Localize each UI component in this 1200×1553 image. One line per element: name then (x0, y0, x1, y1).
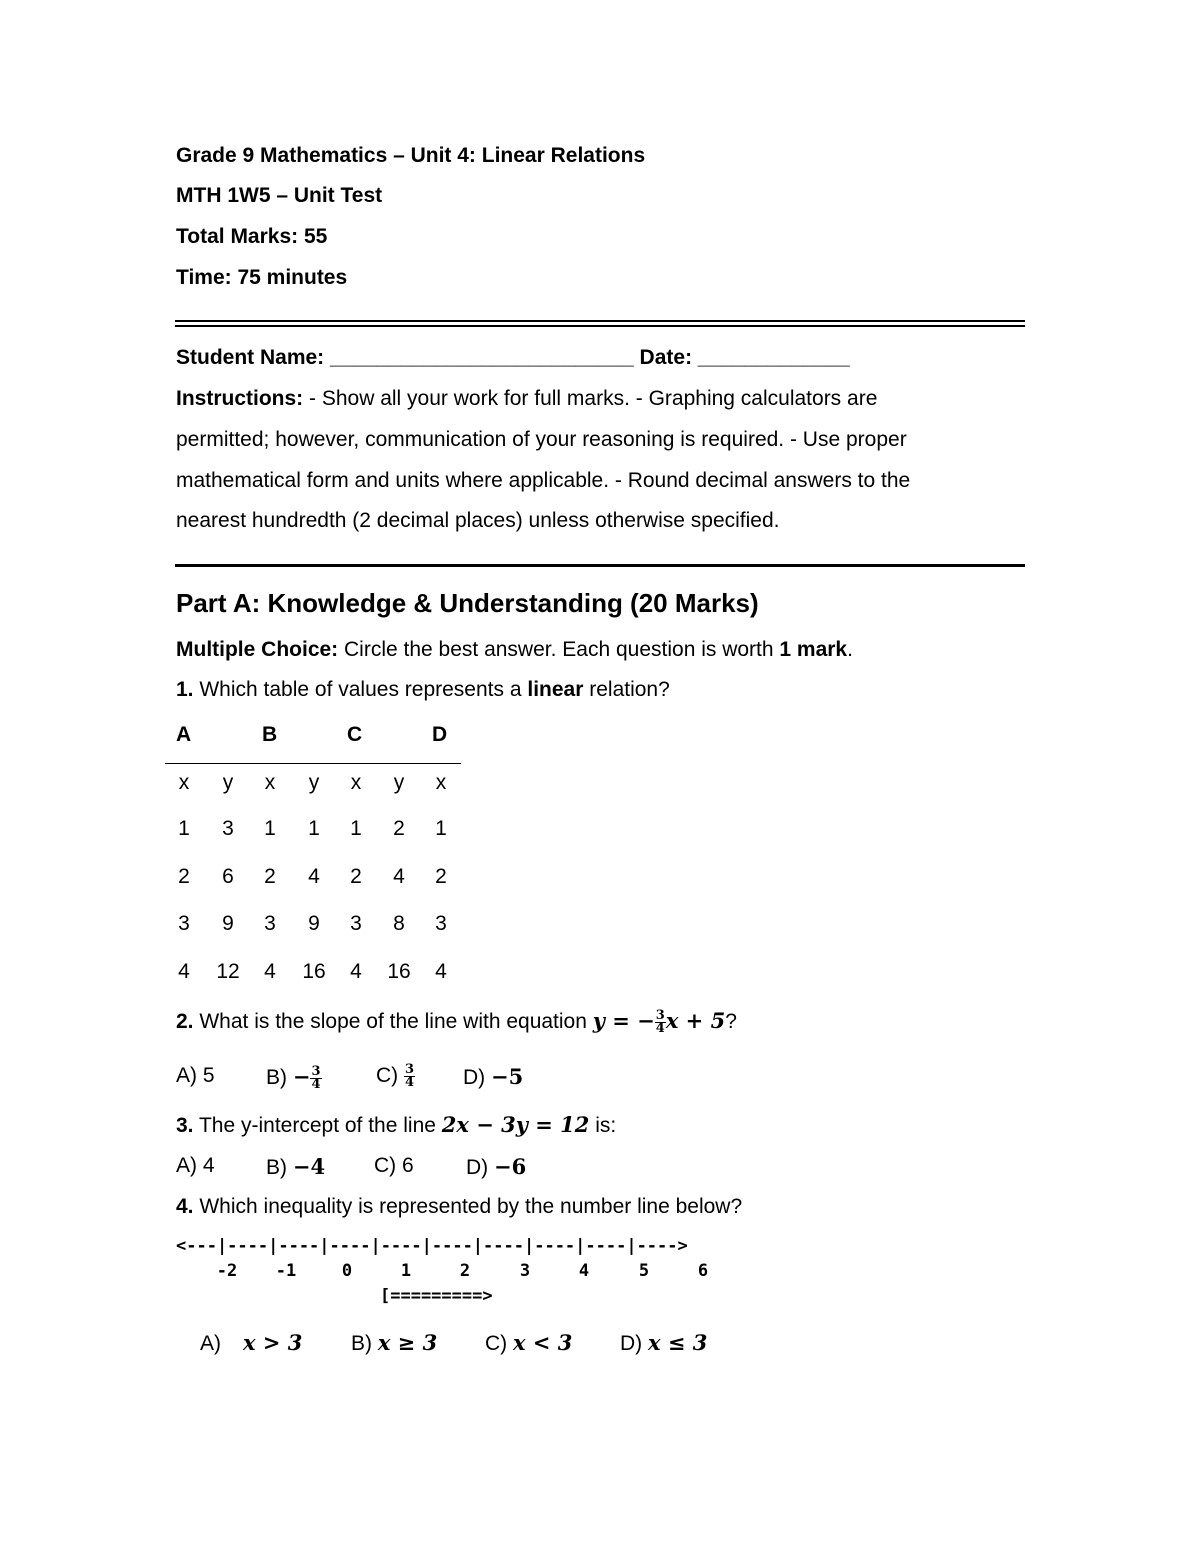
table-cell: 1 (308, 817, 320, 840)
table-cell: 1 (264, 817, 276, 840)
double-divider (175, 320, 1025, 327)
instructions-line-2: permitted; however, communication of your reasoning is required. - Use proper (176, 428, 907, 451)
table-column-label: y (222, 771, 234, 794)
tick-label: 3 (519, 1261, 531, 1281)
table-column-label: x (435, 771, 447, 794)
mc-instructions: Multiple Choice: Circle the best answer. Each question is worth 1 mark. (176, 638, 853, 661)
student-info-line (176, 346, 850, 370)
total-marks: Total Marks: 55 (176, 225, 328, 248)
table-cell: 9 (308, 912, 320, 935)
instructions-line-1: Instructions: - Show all your work for full marks. - Graphing calculators are (176, 387, 878, 410)
table-cell: 12 (216, 960, 240, 983)
q3-equation: 2x − 3y = 12 (441, 1112, 590, 1137)
test-title: Grade 9 Mathematics – Unit 4: Linear Relations (176, 144, 646, 167)
q3-option-b[interactable]: B) −4 (266, 1154, 326, 1179)
tick-label: 0 (341, 1261, 353, 1281)
question-1: 1. Which table of values represents a linear relation? (176, 678, 670, 701)
instructions-line-4: nearest hundredth (2 decimal places) unless otherwise specified. (176, 509, 780, 532)
table-column-label: y (393, 771, 405, 794)
question-2: 2. What is the slope of the line with equation y = − $\frac{3}{4}$ x + 5? (176, 1007, 737, 1036)
table-column-label: y (308, 771, 320, 794)
q2-equation-rhs: x + 5 (665, 1008, 726, 1033)
table-header-c: C (347, 723, 363, 746)
student-name-label: Student Name: (176, 346, 325, 369)
table-header-d: D (432, 723, 448, 746)
date-blank: _____________ (697, 346, 850, 369)
question-4: 4. Which inequality is represented by the number line below? (176, 1195, 743, 1218)
table-header-rule (165, 763, 461, 764)
q3-option-d[interactable]: D) −6 (466, 1154, 527, 1179)
q4-option-c[interactable]: C) x < 3 (485, 1330, 573, 1355)
q2-fraction: $\frac{3}{4}$ (655, 1007, 665, 1036)
q4-option-b[interactable]: B) x ≥ 3 (351, 1330, 438, 1355)
table-cell: 4 (178, 960, 190, 983)
tick-label: -1 (275, 1261, 297, 1281)
single-divider (175, 564, 1025, 567)
table-cell: 4 (350, 960, 362, 983)
table-cell: 4 (393, 865, 405, 888)
table-cell: 8 (393, 912, 405, 935)
tick-label: 6 (697, 1261, 709, 1281)
q2-equation-lhs: y = − (592, 1008, 655, 1033)
table-column-label: x (178, 771, 190, 794)
table-cell: 1 (350, 817, 362, 840)
table-cell: 3 (350, 912, 362, 935)
question-3: 3. The y-intercept of the line 2x − 3y = 12 is: (176, 1112, 617, 1137)
student-name-blank: __________________________ (330, 346, 634, 369)
table-cell: 2 (393, 817, 405, 840)
table-cell: 2 (264, 865, 276, 888)
table-column-label: x (264, 771, 276, 794)
table-cell: 4 (435, 960, 447, 983)
tick-label: 4 (578, 1261, 590, 1281)
q3-option-c[interactable]: C) 6 (374, 1154, 414, 1177)
table-cell: 2 (350, 865, 362, 888)
table-cell: 1 (178, 817, 190, 840)
table-cell: 4 (308, 865, 320, 888)
table-cell: 3 (435, 912, 447, 935)
table-cell: 16 (302, 960, 326, 983)
time-limit: Time: 75 minutes (176, 266, 348, 289)
course-code: MTH 1W5 – Unit Test (176, 184, 383, 207)
date-label: Date: (639, 346, 693, 369)
part-a-heading: Part A: Knowledge & Understanding (20 Marks) (176, 588, 759, 618)
table-header-b: B (262, 723, 278, 746)
table-header-a: A (176, 723, 192, 746)
q2-option-d[interactable]: D) −5 (463, 1064, 524, 1089)
q4-option-d[interactable]: D) x ≤ 3 (620, 1330, 708, 1355)
q2-option-b[interactable]: B) − $\frac{3}{4}$ (266, 1063, 321, 1092)
instructions-line-3: mathematical form and units where applicable. - Round decimal answers to the (176, 469, 911, 492)
tick-label: -2 (216, 1261, 238, 1281)
q4-option-a[interactable]: A) x > 3 (200, 1330, 303, 1355)
table-cell: 3 (222, 817, 234, 840)
table-cell: 2 (178, 865, 190, 888)
table-cell: 1 (435, 817, 447, 840)
table-cell: 3 (178, 912, 190, 935)
tick-label: 1 (400, 1261, 412, 1281)
table-column-label: x (350, 771, 362, 794)
table-cell: 9 (222, 912, 234, 935)
table-cell: 4 (264, 960, 276, 983)
tick-label: 5 (638, 1261, 650, 1281)
table-cell: 6 (222, 865, 234, 888)
q2-option-a[interactable]: A) 5 (176, 1064, 215, 1087)
q2-option-c[interactable]: C) $\frac{3}{4}$ (376, 1062, 415, 1090)
tick-label: 2 (459, 1261, 471, 1281)
table-cell: 2 (435, 865, 447, 888)
table-cell: 3 (264, 912, 276, 935)
q3-option-a[interactable]: A) 4 (176, 1154, 215, 1177)
instructions-label: Instructions: (176, 387, 304, 410)
number-line-shaded-ray: [=========> (380, 1286, 493, 1306)
number-line: <---|----|----|----|----|----|----|----|----|----> (176, 1236, 688, 1256)
table-cell: 16 (387, 960, 411, 983)
